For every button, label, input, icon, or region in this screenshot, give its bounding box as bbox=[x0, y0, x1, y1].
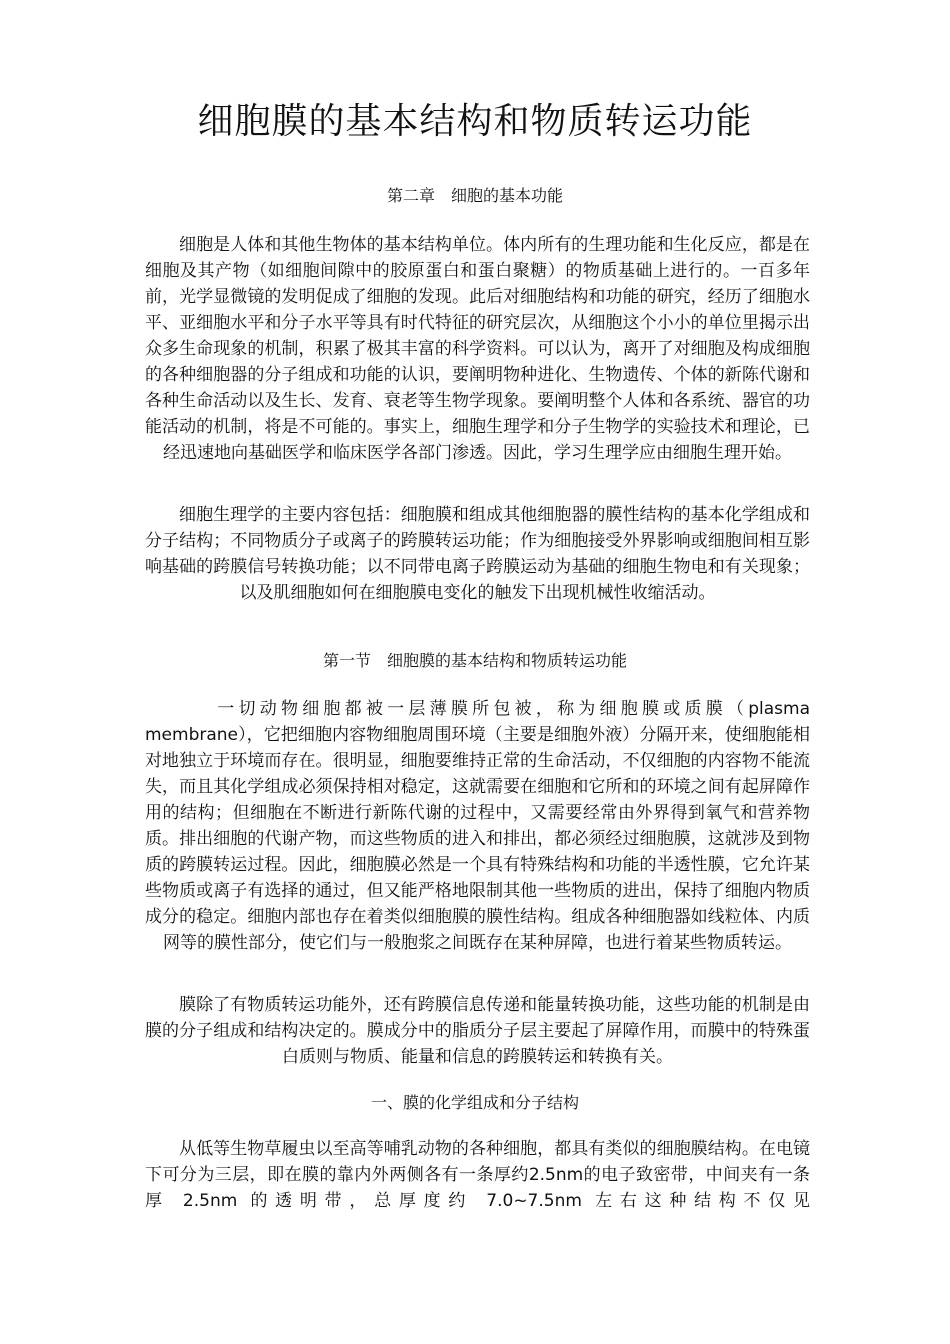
plasma-membrane-term: plasma membrane bbox=[145, 699, 810, 745]
section-paragraph-2-text: 膜除了有物质转运功能外，还有跨膜信息传递和能量转换功能，这些功能的机制是由膜的分子组成和结构决定的。膜成分中的脂质分子层主要起了屏障作用，而膜中的特殊蛋白质则与物质、能量和信息的跨膜转运和转换有关。 bbox=[145, 995, 810, 1067]
thickness-value-1: 2.5nm bbox=[528, 1165, 584, 1185]
section-paragraph-2 bbox=[145, 992, 810, 1070]
thickness-value-2: 2.5nm bbox=[182, 1191, 238, 1211]
subsection-paragraph-mid-1: 的电子致密带，中间夹有一条厚 bbox=[145, 1165, 811, 1211]
subsection-paragraph-mid-2: 的透明带，总厚度约 bbox=[250, 1191, 474, 1211]
intro-paragraph-2 bbox=[145, 502, 810, 606]
section-paragraph-1-after: ），它把细胞内容物细胞周围环境（主要是细胞外液）分隔开来，使细胞能相对地独立于环境而存在。很明显，细胞要维持正常的生命活动，不仅细胞的内容物不能流失，而且其化学组成必须保持相对稳定，这就需要在细胞和它所和的环境之间有起屏障作用的结构；但细胞在不断进行新陈代谢的过程中，又需要经常由外界得到氧气和营养物质。排出细胞的代谢产物，而这些物质的进入和排出，都必须经过细胞膜，这就涉及到物质的跨膜转运过程。因此，细胞膜必然是一个具有特殊结构和功能的半透性膜，它允许某些物质或离子有选择的通过，但又能严格地限制其他一些物质的进出，保持了细胞内物质成分的稳定。细胞内部也存在着类似细胞膜的膜性结构。组成各种细胞器如线粒体、内质网等的膜性部分，使它们与一般胞浆之间既存在某种屏障，也进行着某些物质转运。 bbox=[145, 725, 810, 953]
subsection-paragraph-before: 从低等生物草履虫以至高等哺乳动物的各种细胞，都具有类似的细胞膜结构。在电镜下可分为三层，即在膜的靠内外两侧各有一条厚约 bbox=[145, 1139, 810, 1185]
chapter-heading: 第二章 细胞的基本功能 bbox=[386, 186, 563, 205]
document-title: 细胞膜的基本结构和物质转运功能 bbox=[197, 101, 753, 142]
subsection-paragraph bbox=[145, 1136, 810, 1214]
thickness-value-3: 7.0~7.5nm bbox=[486, 1191, 582, 1211]
section-heading: 第一节 细胞膜的基本结构和物质转运功能 bbox=[322, 651, 627, 670]
section-paragraph-1 bbox=[145, 696, 810, 956]
intro-paragraph-1 bbox=[145, 232, 810, 466]
subsection-paragraph-after: 左右这种结构不仅见 bbox=[595, 1191, 811, 1211]
intro-paragraph-1-text: 细胞是人体和其他生物体的基本结构单位。体内所有的生理功能和生化反应，都是在细胞及其产物（如细胞间隙中的胶原蛋白和蛋白聚糖）的物质基础上进行的。一百多年前，光学显微镜的发明促成了细胞的发现。此后对细胞结构和功能的研究，经历了细胞水平、亚细胞水平和分子水平等具有时代特征的研究层次，从细胞这个小小的单位里揭示出众多生命现象的机制，积累了极其丰富的科学资料。可以认为，离开了对细胞及构成细胞的各种细胞器的分子组成和功能的认识，要阐明物种进化、生物遗传、个体的新陈代谢和各种生命活动以及生长、发育、衰老等生物学现象。要阐明整个人体和各系统、器官的功能活动的机制，将是不可能的。事实上，细胞生理学和分子生物学的实验技术和理论，已经迅速地向基础医学和临床医学各部门渗透。因此，学习生理学应由细胞生理开始。 bbox=[145, 235, 810, 463]
section-paragraph-1-before: 一切动物细胞都被一层薄膜所包被，称为细胞膜或质膜（ bbox=[213, 699, 749, 719]
subsection-heading: 一、膜的化学组成和分子结构 bbox=[370, 1093, 579, 1112]
intro-paragraph-2-text: 细胞生理学的主要内容包括：细胞膜和组成其他细胞器的膜性结构的基本化学组成和分子结构；不同物质分子或离子的跨膜转运功能；作为细胞接受外界影响或细胞间相互影响基础的跨膜信号转换功能；以不同带电离子跨膜运动为基础的细胞生物电和有关现象；以及肌细胞如何在细胞膜电变化的触发下出现机械性收缩活动。 bbox=[145, 505, 810, 603]
